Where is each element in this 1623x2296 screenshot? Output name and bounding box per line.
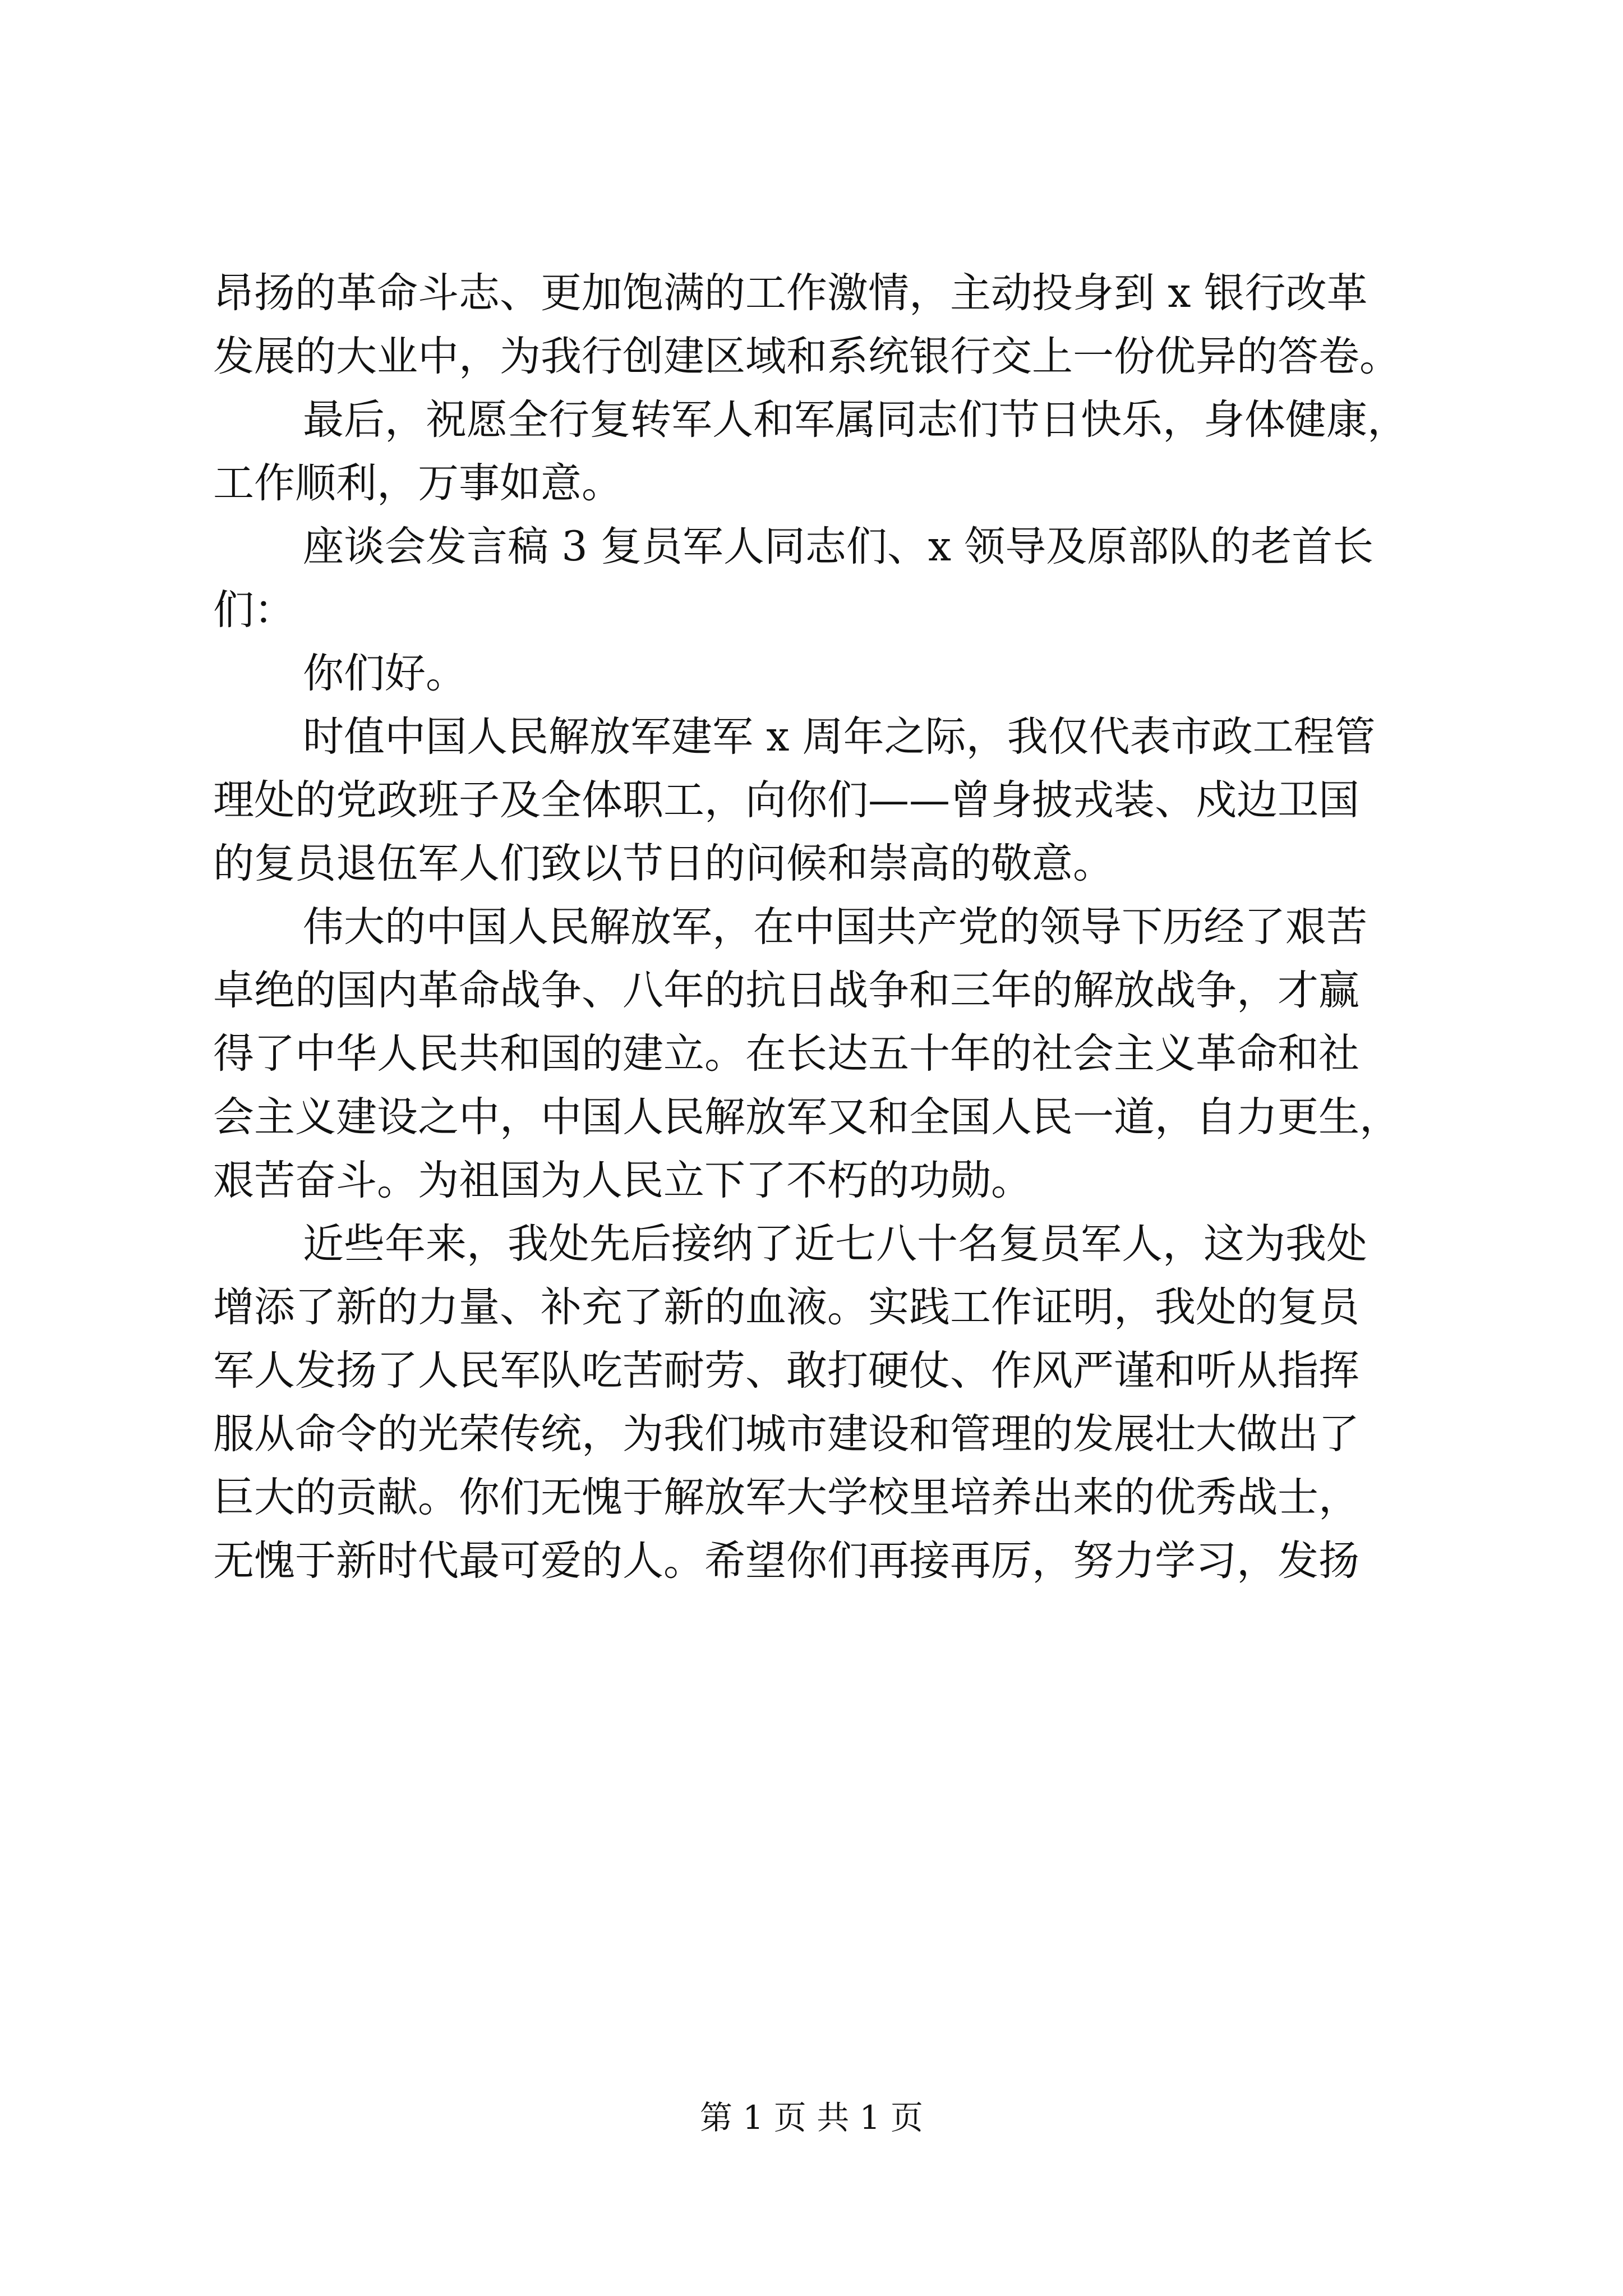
text-line: 工作顺利，万事如意。 <box>213 459 623 507</box>
text-line: 卓绝的国内革命战争、八年的抗日战争和三年的解放战争，才赢 <box>213 967 1359 1014</box>
text-line: 巨大的贡献。你们无愧于解放军大学校里培养出来的优秀战士， <box>213 1474 1359 1521</box>
text-line: 近些年来，我处先后接纳了近七八十名复员军人，这为我处 <box>303 1220 1367 1268</box>
text-line: 会主义建设之中，中国人民解放军又和全国人民一道，自力更生， <box>213 1093 1400 1141</box>
text-line: 你们好。 <box>303 650 467 697</box>
paragraph <box>213 1212 1458 1593</box>
paragraph <box>213 642 1458 705</box>
text-line: 服从命令的光荣传统，为我们城市建设和管理的发展壮大做出了 <box>213 1410 1359 1458</box>
text-line: 昂扬的革命斗志、更加饱满的工作激情，主动投身到 x 银行改革 <box>213 269 1368 317</box>
text-line: 军人发扬了人民军队吃苦耐劳、敢打硬仗、作风严谨和听从指挥 <box>213 1347 1359 1395</box>
text-line: 最后，祝愿全行复转军人和军属同志们节日快乐，身体健康， <box>303 396 1408 444</box>
paragraph <box>213 515 1458 642</box>
text-line: 伟大的中国人民解放军，在中国共产党的领导下历经了艰苦 <box>303 903 1367 951</box>
paragraph <box>213 895 1458 1212</box>
text-line: 理处的党政班子及全体职工，向你们——曾身披戎装、戍边卫国 <box>213 776 1359 824</box>
text-line: 得了中华人民共和国的建立。在长达五十年的社会主义革命和社 <box>213 1030 1359 1078</box>
text-line: 时值中国人民解放军建军 x 周年之际，我仅代表市政工程管 <box>303 713 1376 761</box>
page-footer <box>0 2095 1623 2140</box>
paragraph <box>213 388 1458 515</box>
text-line: 增添了新的力量、补充了新的血液。实践工作证明，我处的复员 <box>213 1283 1359 1331</box>
paragraph <box>213 705 1458 895</box>
text-line: 们： <box>213 586 295 634</box>
text-line: 艰苦奋斗。为祖国为人民立下了不朽的功勋。 <box>213 1157 1032 1204</box>
text-line: 发展的大业中，为我行创建区域和系统银行交上一份优异的答卷。 <box>213 333 1400 380</box>
text-line: 的复员退伍军人们致以节日的问候和崇高的敬意。 <box>213 840 1114 887</box>
text-line: 无愧于新时代最可爱的人。希望你们再接再厉，努力学习，发扬 <box>213 1537 1359 1585</box>
text-line: 座谈会发言稿 3 复员军人同志们、x 领导及原部队的老首长 <box>303 523 1374 570</box>
document-body <box>213 261 1458 1593</box>
paragraph <box>213 261 1458 388</box>
page-number-label: 第 1 页 共 1 页 <box>700 2099 923 2137</box>
